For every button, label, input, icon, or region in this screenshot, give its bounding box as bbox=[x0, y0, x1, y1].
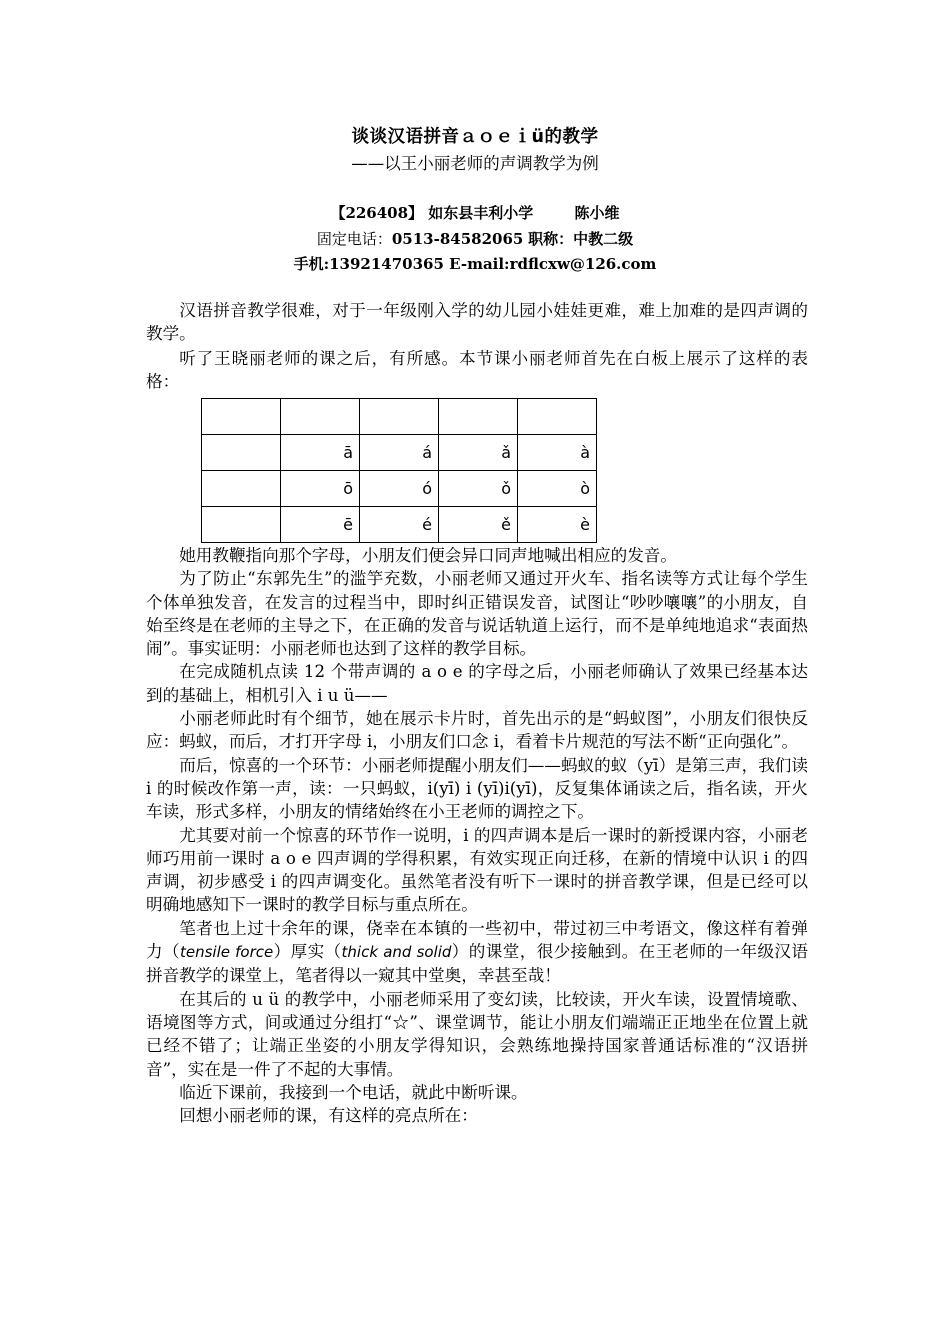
postcode: 【226408】 bbox=[330, 204, 424, 222]
paragraph-5: 在完成随机点读 12 个带声调的 a o e 的字母之后，小丽老师确认了效果已经基本达到的基础上，相机引入 i u ü—— bbox=[146, 662, 808, 705]
table-cell: ó bbox=[360, 471, 439, 507]
table-cell bbox=[202, 507, 281, 543]
english-term-thick: thick and solid bbox=[341, 943, 452, 962]
table-cell: ē bbox=[281, 507, 360, 543]
title-label: 职称： bbox=[528, 230, 574, 248]
school-name: 如东县丰利小学 bbox=[428, 204, 534, 222]
paragraph-text: 听了王晓丽老师的课之后，有所感。本节课小丽老师首先在白板上展示了这样的表格： bbox=[146, 349, 808, 392]
table-cell: ǎ bbox=[439, 435, 518, 471]
author-line bbox=[0, 202, 950, 223]
table-cell: ǒ bbox=[439, 471, 518, 507]
paragraph-9-part-c: ）的课堂，很少接触到。在王老师的一年级汉语拼音教学的课堂上，笔者得以一窥其中堂奥，幸甚至哉！ bbox=[146, 942, 809, 986]
table-cell: ě bbox=[439, 507, 518, 543]
paragraph-9 bbox=[146, 917, 808, 988]
table-row bbox=[202, 399, 597, 435]
contact-line-phone bbox=[0, 228, 950, 249]
table-cell: à bbox=[518, 435, 597, 471]
table-cell: è bbox=[518, 507, 597, 543]
phone-label: 固定电话： bbox=[316, 230, 392, 248]
table-row bbox=[202, 435, 597, 471]
table-cell: ō bbox=[281, 471, 360, 507]
paragraph-9-part-a: 笔者也上过十余年的课，侥幸在本镇的一些初中，带过初三中考语文，像这样有着弹力（ bbox=[146, 918, 808, 962]
article-body bbox=[146, 544, 808, 1127]
table-cell bbox=[518, 399, 597, 435]
article-subtitle: ——以王小丽老师的声调教学为例 bbox=[351, 154, 599, 173]
table-cell: á bbox=[360, 435, 439, 471]
tone-table bbox=[201, 398, 597, 543]
paragraph-6: 小丽老师此时有个细节，她在展示卡片时，首先出示的是“蚂蚁图”，小朋友们很快反应：蚂蚁，而后，才打开字母 i，小朋友们口念 i，看着卡片规范的写法不断“正向强化”。 bbox=[146, 709, 808, 752]
paragraph-7: 而后，惊喜的一个环节：小丽老师提醒小朋友们——蚂蚁的蚁（yī）是第三声，我们读 i 的时候改作第一声，读：一只蚂蚁，i(yī) i (yī)i(yī)，反复集体诵读之后，指名读，开火车读，形式多样，小朋友的情绪始终在小王老师的调控之下。 bbox=[146, 755, 808, 822]
article-title: 谈谈汉语拼音ａｏｅｉü的教学 bbox=[351, 127, 599, 147]
paragraph-9-part-b: ）厚实（ bbox=[273, 942, 342, 962]
paragraph-text: 汉语拼音教学很难，对于一年级刚入学的幼儿园小娃娃更难，难上加难的是四声调的教学。 bbox=[146, 301, 808, 344]
english-term-tensile: tensile force bbox=[179, 943, 274, 962]
phone-number: 0513-84582065 bbox=[391, 230, 524, 248]
table-cell bbox=[439, 399, 518, 435]
table-cell bbox=[202, 471, 281, 507]
paragraph-11: 临近下课前，我接到一个电话，就此中断听课。 bbox=[179, 1082, 528, 1102]
paragraph-12: 回想小丽老师的课，有这样的亮点所在： bbox=[179, 1106, 478, 1126]
author-name: 陈小维 bbox=[574, 204, 620, 222]
table-cell: ā bbox=[281, 435, 360, 471]
title-value: 中教二级 bbox=[573, 230, 634, 248]
paragraph-10: 在其后的 u ü 的教学中，小丽老师采用了变幻读，比较读，开火车读，设置情境歌、语境图等方式，间或通过分组打“☆”、课堂调节，能让小朋友们端端正正地坐在位置上就已经不错了；让端正坐姿的小朋友学得知识，会熟练地操持国家普通话标准的“汉语拼音”，实在是一件了不起的大事情。 bbox=[146, 989, 808, 1079]
table-cell: ò bbox=[518, 471, 597, 507]
paragraph-3: 她用教鞭指向那个字母，小朋友们便会异口同声地喊出相应的发音。 bbox=[179, 546, 677, 565]
table-row bbox=[202, 507, 597, 543]
table-cell: é bbox=[360, 507, 439, 543]
table-row bbox=[202, 471, 597, 507]
table-cell bbox=[202, 435, 281, 471]
table-cell bbox=[281, 399, 360, 435]
paragraph-8: 尤其要对前一个惊喜的环节作一说明，i 的四声调本是后一课时的新授课内容，小丽老师巧用前一课时 a o e 四声调的学得积累，有效实现正向迁移，在新的情境中认识 i 的四声调，初步感受 i 的四声调变化。虽然笔者没有听下一课时的拼音教学课，但是已经可以明确地感知下一课时的教学目标与重点所在。 bbox=[146, 825, 808, 915]
paragraph-1 bbox=[146, 299, 808, 346]
table-cell bbox=[360, 399, 439, 435]
paragraph-2 bbox=[146, 347, 808, 394]
contact-line-mobile: 手机:13921470365 E-mail:rdflcxw@126.com bbox=[293, 255, 657, 273]
table-cell bbox=[202, 399, 281, 435]
paragraph-4: 为了防止“东郭先生”的滥竽充数，小丽老师又通过开火车、指名读等方式让每个学生个体单独发音，在发言的过程当中，即时纠正错误发音，试图让“吵吵嚷嚷”的小朋友，自始至终是在老师的主导之下，在正确的发音与说话轨道上运行，而不是单纯地追求“表面热闹”。事实证明：小丽老师也达到了这样的教学目标。 bbox=[146, 569, 808, 659]
